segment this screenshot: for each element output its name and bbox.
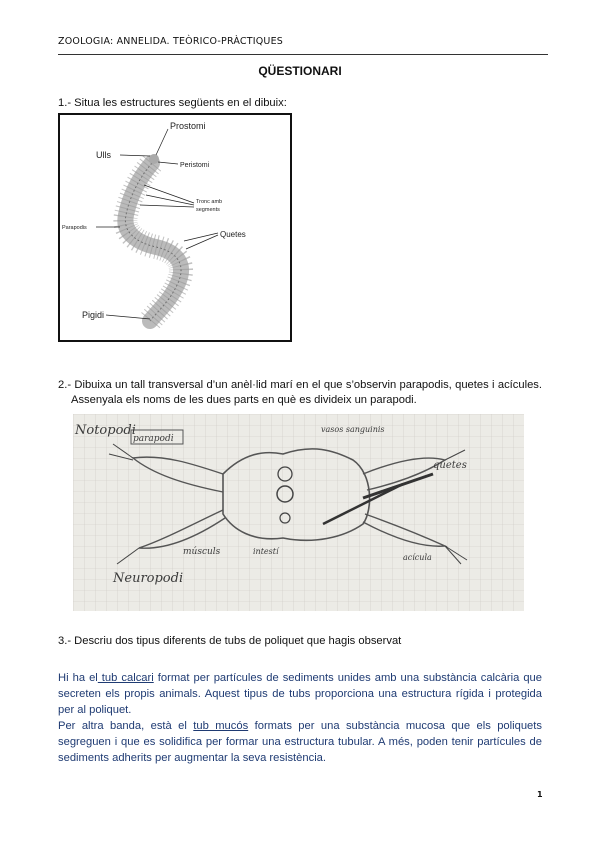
label-ulls: Ulls bbox=[96, 150, 111, 160]
term-tub-mucos: tub mucós bbox=[193, 720, 249, 732]
label-vasos: vasos sanguinis bbox=[321, 425, 385, 434]
header-divider bbox=[58, 54, 548, 55]
label-pigidi: Pigidi bbox=[82, 310, 105, 320]
label-notopodi: Notopodi bbox=[75, 423, 136, 438]
answer-1-post: format per partícules de sediments unides amb una substància calcària que secreten els propis animals. Aquest tipus de tubs proporciona una estructura rígida i protegida per al poliquet. bbox=[58, 672, 542, 716]
answer-2-pre: Per altra banda, està el bbox=[58, 720, 194, 732]
label-quetes-sketch: quetes bbox=[433, 460, 467, 471]
label-peristomi: Peristomi bbox=[180, 162, 210, 169]
cross-section-sketch bbox=[73, 414, 524, 611]
page-number: 1 bbox=[537, 790, 543, 799]
label-tronc: Tronc amb bbox=[196, 199, 223, 205]
question-3: 3.- Descriu dos tipus diferents de tubs de poliquet que hagis observat bbox=[58, 635, 402, 647]
label-parapodis: Parapodis bbox=[62, 225, 87, 231]
answer-2-post: formats per una substància mucosa que els poliquets segreguen i que es solidifica per formar una estructura tubular. A més, poden tenir partícules de sediments adherits per augmentar la seva resistència. bbox=[58, 720, 542, 764]
label-musculs: músculs bbox=[183, 547, 221, 557]
document-header: ZOOLOGIA: ANNELIDA. TEÒRICO-PRÀCTIQUES bbox=[58, 36, 284, 47]
label-tronc-2: segments bbox=[196, 207, 220, 213]
term-tub-calcari: tub calcari bbox=[97, 672, 154, 684]
label-parapodi: parapodi bbox=[133, 434, 174, 444]
cross-section-drawing bbox=[73, 414, 524, 611]
answer-paragraph-1 bbox=[58, 670, 542, 718]
question-2: 2.- Dibuixa un tall transversal d’un anèl·lid marí en el que s’observin parapodis, quetes i acícules. Assenyala els noms de les dues parts en què es divideix un parapodi. bbox=[58, 379, 542, 406]
label-intesti: intestí bbox=[253, 547, 279, 556]
label-prostomi: Prostomi bbox=[170, 121, 206, 131]
answer-1-pre: Hi ha el bbox=[58, 672, 98, 684]
label-neuropodi: Neuropodi bbox=[113, 571, 184, 586]
label-acicula: acícula bbox=[403, 553, 432, 562]
polychaete-diagram bbox=[58, 113, 292, 342]
label-quetes: Quetes bbox=[220, 230, 246, 239]
answer-paragraph-2 bbox=[58, 718, 542, 766]
polychaete-drawing bbox=[60, 115, 290, 340]
answer-block bbox=[58, 670, 542, 766]
question-1: 1.- Situa les estructures següents en el dibuix: bbox=[58, 97, 287, 109]
page-title: QÜESTIONARI bbox=[258, 64, 342, 78]
